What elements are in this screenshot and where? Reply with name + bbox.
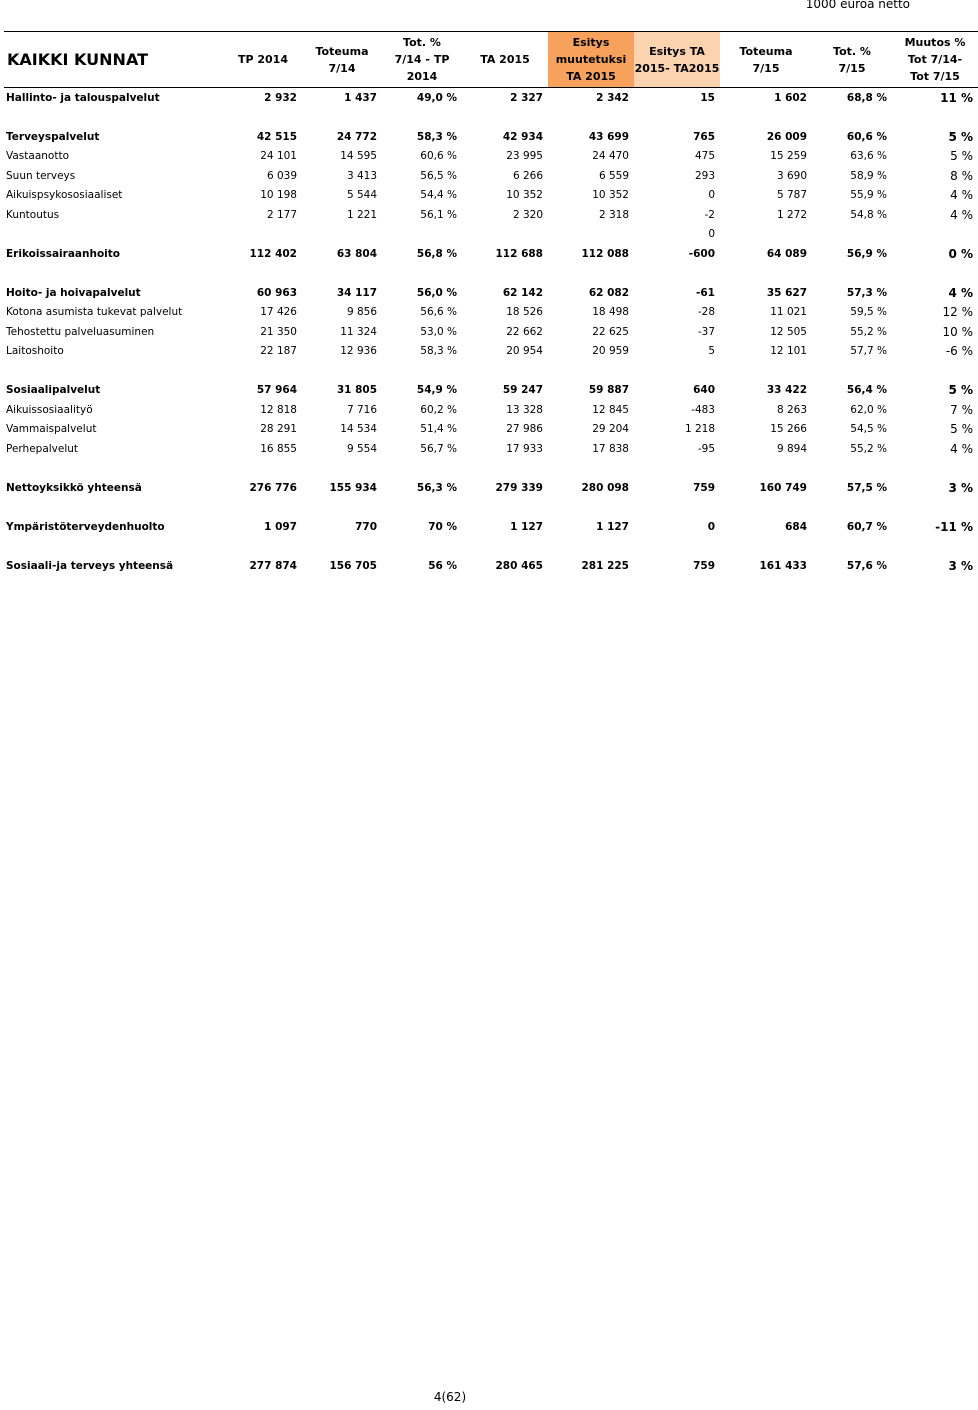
value-cell: 2 318: [598, 208, 629, 221]
value-cell: 57,7 %: [850, 345, 887, 358]
value-cell: 5 %: [950, 149, 973, 164]
value-cell: 279 339: [495, 481, 543, 494]
value-cell: 1 097: [264, 520, 297, 533]
col-header: [812, 32, 892, 88]
value-cell: 58,3 %: [416, 130, 457, 143]
value-cell: 0: [708, 189, 715, 202]
value-cell: 35 627: [766, 286, 807, 299]
value-cell: 56,7 %: [420, 442, 457, 455]
value-cell: 24 772: [336, 130, 377, 143]
col-header-text: Toteuma 7/15: [739, 44, 793, 75]
value-cell: 33 422: [766, 384, 807, 397]
value-cell: 43 699: [588, 130, 629, 143]
value-cell: 6 559: [598, 169, 629, 182]
value-cell: 56,6 %: [420, 306, 457, 319]
col-header-text: Esitys TA 2015- TA2015: [634, 44, 720, 75]
value-cell: 160 749: [759, 481, 807, 494]
spacer-cell: [4, 537, 978, 557]
value-cell: [892, 225, 978, 245]
value-cell: 1 437: [344, 91, 377, 104]
value-cell: 34 117: [336, 286, 377, 299]
value-cell: 1 127: [596, 520, 629, 533]
value-cell: 56,9 %: [846, 247, 887, 260]
value-cell: 56,3 %: [416, 481, 457, 494]
spacer-cell: [4, 361, 978, 381]
value-cell: 28 291: [260, 423, 297, 436]
row-label: Laitoshoito: [6, 345, 64, 358]
value-cell: [462, 225, 548, 245]
value-cell: 161 433: [759, 559, 807, 572]
value-cell: 42 934: [502, 130, 543, 143]
value-cell: 277 874: [249, 559, 297, 572]
value-cell: 3 690: [776, 169, 807, 182]
value-cell: 9 554: [346, 442, 377, 455]
row-label: Tehostettu palveluasuminen: [6, 325, 155, 338]
value-cell: 57,5 %: [846, 481, 887, 494]
value-cell: 54,9 %: [416, 384, 457, 397]
value-cell: 11 021: [770, 306, 807, 319]
value-cell: 15: [700, 91, 715, 104]
table-row: [4, 381, 978, 401]
value-cell: 51,4 %: [420, 423, 457, 436]
value-cell: 68,8 %: [846, 91, 887, 104]
value-cell: 26 009: [766, 130, 807, 143]
table-row: [4, 244, 978, 264]
value-cell: -6 %: [945, 344, 973, 359]
value-cell: 18 498: [592, 306, 629, 319]
value-cell: [302, 225, 382, 245]
table-row: [4, 303, 978, 323]
table-row: [4, 322, 978, 342]
value-cell: 24 470: [592, 150, 629, 163]
value-cell: 280 098: [581, 481, 629, 494]
value-cell: 62 082: [588, 286, 629, 299]
value-cell: [224, 225, 302, 245]
col-header-text: Tot. % 7/15: [833, 44, 871, 75]
header-row: [4, 32, 978, 88]
value-cell: 16 855: [260, 442, 297, 455]
value-cell: 276 776: [249, 481, 297, 494]
value-cell: 1 127: [510, 520, 543, 533]
table-row: [4, 439, 978, 459]
value-cell: 54,4 %: [420, 189, 457, 202]
col-header-text: Toteuma 7/14: [315, 44, 369, 75]
table-row: [4, 478, 978, 498]
table-row: [4, 420, 978, 440]
value-cell: 11 %: [940, 90, 973, 105]
col-header-text: Tot. % 7/14 - TP 2014: [394, 36, 450, 83]
value-cell: -37: [697, 325, 715, 338]
row-label: Erikoissairaanhoito: [6, 247, 120, 260]
value-cell: 684: [785, 520, 807, 533]
value-cell: [720, 225, 812, 245]
spacer-row: [4, 361, 978, 381]
table-row: [4, 186, 978, 206]
value-cell: 54,5 %: [850, 423, 887, 436]
budget-table: [4, 31, 978, 576]
value-cell: -61: [696, 286, 715, 299]
row-label: Vammaispalvelut: [6, 423, 97, 436]
value-cell: 3 413: [346, 169, 377, 182]
value-cell: 64 089: [766, 247, 807, 260]
value-cell: 5 787: [776, 189, 807, 202]
value-cell: 112 402: [249, 247, 297, 260]
table-row: [4, 283, 978, 303]
spacer-row: [4, 264, 978, 284]
table-row: [4, 225, 978, 245]
value-cell: 2 342: [596, 91, 629, 104]
value-cell: 57,6 %: [846, 559, 887, 572]
value-cell: 10 352: [506, 189, 543, 202]
table-row: [4, 147, 978, 167]
row-label: Hoito- ja hoivapalvelut: [6, 286, 141, 299]
value-cell: -11 %: [935, 519, 973, 534]
value-cell: -28: [697, 306, 715, 319]
value-cell: 155 934: [329, 481, 377, 494]
table-row: [4, 517, 978, 537]
value-cell: 10 198: [260, 189, 297, 202]
value-cell: 1 602: [774, 91, 807, 104]
row-label: Terveyspalvelut: [6, 130, 100, 143]
value-cell: 23 995: [506, 150, 543, 163]
table-row: [4, 88, 978, 108]
table-row: [4, 400, 978, 420]
spacer-cell: [4, 264, 978, 284]
col-header: [382, 32, 462, 88]
spacer-row: [4, 537, 978, 557]
page-number: 4(62): [433, 1390, 467, 1404]
table-row: [4, 205, 978, 225]
value-cell: 13 328: [506, 403, 543, 416]
col-header-text: TA 2015: [480, 53, 530, 66]
value-cell: 12 505: [770, 325, 807, 338]
value-cell: -95: [697, 442, 715, 455]
row-label: Hallinto- ja talouspalvelut: [6, 91, 160, 104]
value-cell: 22 662: [506, 325, 543, 338]
value-cell: 10 352: [592, 189, 629, 202]
value-cell: 156 705: [329, 559, 377, 572]
unit-label: 1000 euroa netto: [805, 0, 910, 11]
value-cell: 21 350: [260, 325, 297, 338]
value-cell: 15 259: [770, 150, 807, 163]
value-cell: 56,5 %: [420, 169, 457, 182]
row-label: Suun terveys: [6, 169, 76, 182]
value-cell: 58,3 %: [420, 345, 457, 358]
value-cell: 22 625: [592, 325, 629, 338]
value-cell: 60,7 %: [846, 520, 887, 533]
value-cell: 759: [693, 481, 715, 494]
value-cell: 9 856: [346, 306, 377, 319]
value-cell: 49,0 %: [416, 91, 457, 104]
value-cell: 18 526: [506, 306, 543, 319]
value-cell: 29 204: [592, 423, 629, 436]
value-cell: 293: [694, 169, 715, 182]
row-label: Sosiaali-ja terveys yhteensä: [6, 559, 174, 572]
value-cell: 57 964: [256, 384, 297, 397]
row-label: Kuntoutus: [6, 208, 60, 221]
col-header: [462, 32, 548, 88]
table-row: [4, 342, 978, 362]
value-cell: 1 221: [346, 208, 377, 221]
value-cell: -600: [688, 247, 715, 260]
col-header-highlight: [548, 32, 634, 88]
value-cell: 10 %: [942, 324, 973, 339]
value-cell: 475: [694, 150, 715, 163]
spacer-cell: [4, 459, 978, 479]
value-cell: 6 039: [266, 169, 297, 182]
value-cell: 60,6 %: [846, 130, 887, 143]
row-label: Ympäristöterveydenhuolto: [6, 520, 165, 533]
value-cell: -2: [704, 208, 715, 221]
value-cell: 1 272: [776, 208, 807, 221]
value-cell: 2 932: [264, 91, 297, 104]
value-cell: 59,5 %: [850, 306, 887, 319]
value-cell: 770: [355, 520, 377, 533]
value-cell: 27 986: [506, 423, 543, 436]
value-cell: 59 887: [588, 384, 629, 397]
value-cell: 0: [707, 520, 715, 533]
spacer-row: [4, 498, 978, 518]
value-cell: 20 959: [592, 345, 629, 358]
value-cell: 281 225: [581, 559, 629, 572]
value-cell: 14 595: [340, 150, 377, 163]
value-cell: 12 845: [592, 403, 629, 416]
value-cell: 11 324: [340, 325, 377, 338]
value-cell: 70 %: [428, 520, 457, 533]
table-title: KAIKKI KUNNAT: [7, 50, 148, 69]
row-label: Perhepalvelut: [6, 442, 79, 455]
value-cell: 4 %: [950, 188, 973, 203]
value-cell: 112 088: [581, 247, 629, 260]
value-cell: 5 544: [346, 189, 377, 202]
row-label: Sosiaalipalvelut: [6, 384, 101, 397]
col-header-text: TP 2014: [237, 53, 288, 66]
col-header: [224, 32, 302, 88]
value-cell: 12 %: [942, 305, 973, 320]
value-cell: 55,2 %: [850, 442, 887, 455]
value-cell: 0: [708, 228, 715, 241]
row-label: Vastaanotto: [6, 150, 69, 163]
value-cell: 7 %: [950, 402, 973, 417]
value-cell: 57,3 %: [846, 286, 887, 299]
value-cell: 765: [693, 130, 715, 143]
value-cell: 640: [693, 384, 715, 397]
col-header-text: Muutos % Tot 7/14- Tot 7/15: [904, 36, 966, 83]
col-header: [302, 32, 382, 88]
spacer-row: [4, 459, 978, 479]
spacer-row: [4, 108, 978, 128]
value-cell: [382, 225, 462, 245]
value-cell: 17 426: [260, 306, 297, 319]
row-label: Aikuissosiaalityö: [6, 403, 93, 416]
value-cell: 56,0 %: [416, 286, 457, 299]
table-row: [4, 127, 978, 147]
value-cell: 12 101: [770, 345, 807, 358]
value-cell: 56 %: [428, 559, 457, 572]
value-cell: 2 327: [510, 91, 543, 104]
value-cell: 55,2 %: [850, 325, 887, 338]
value-cell: 759: [693, 559, 715, 572]
value-cell: 55,9 %: [850, 189, 887, 202]
col-header: [892, 32, 978, 88]
value-cell: 31 805: [336, 384, 377, 397]
value-cell: 6 266: [512, 169, 543, 182]
value-cell: 22 187: [260, 345, 297, 358]
value-cell: 2 177: [266, 208, 297, 221]
value-cell: 12 818: [260, 403, 297, 416]
value-cell: 58,9 %: [850, 169, 887, 182]
value-cell: 63 804: [336, 247, 377, 260]
spacer-cell: [4, 498, 978, 518]
value-cell: 17 933: [506, 442, 543, 455]
value-cell: 7 716: [346, 403, 377, 416]
value-cell: [812, 225, 892, 245]
value-cell: 60,2 %: [420, 403, 457, 416]
col-header-highlight: [634, 32, 720, 88]
value-cell: 20 954: [506, 345, 543, 358]
value-cell: 54,8 %: [850, 208, 887, 221]
table-row: [4, 166, 978, 186]
value-cell: -483: [691, 403, 715, 416]
spacer-cell: [4, 108, 978, 128]
value-cell: 5 %: [948, 383, 973, 398]
value-cell: 59 247: [502, 384, 543, 397]
value-cell: 60 963: [256, 286, 297, 299]
col-header: [720, 32, 812, 88]
value-cell: 24 101: [260, 150, 297, 163]
value-cell: [548, 225, 634, 245]
value-cell: 9 894: [776, 442, 807, 455]
value-cell: 56,8 %: [416, 247, 457, 260]
value-cell: 56,4 %: [846, 384, 887, 397]
value-cell: 5: [708, 345, 715, 358]
table-row: [4, 556, 978, 576]
value-cell: 2 320: [512, 208, 543, 221]
value-cell: 4 %: [948, 285, 973, 300]
value-cell: 17 838: [592, 442, 629, 455]
value-cell: 12 936: [340, 345, 377, 358]
value-cell: 14 534: [340, 423, 377, 436]
value-cell: 63,6 %: [850, 150, 887, 163]
value-cell: 280 465: [495, 559, 543, 572]
value-cell: 1 218: [684, 423, 715, 436]
value-cell: 0 %: [948, 246, 973, 261]
row-label: [4, 225, 224, 245]
value-cell: 4 %: [950, 441, 973, 456]
value-cell: 4 %: [950, 207, 973, 222]
value-cell: 62 142: [502, 286, 543, 299]
value-cell: 3 %: [948, 558, 973, 573]
value-cell: 5 %: [950, 422, 973, 437]
value-cell: 15 266: [770, 423, 807, 436]
value-cell: 56,1 %: [420, 208, 457, 221]
value-cell: 3 %: [948, 480, 973, 495]
value-cell: 8 %: [950, 168, 973, 183]
table-body: [4, 88, 978, 576]
row-label: Aikuispsykososiaaliset: [6, 189, 123, 202]
value-cell: 42 515: [256, 130, 297, 143]
value-cell: 62,0 %: [850, 403, 887, 416]
row-label: Kotona asumista tukevat palvelut: [6, 306, 183, 319]
value-cell: 53,0 %: [420, 325, 457, 338]
value-cell: 112 688: [495, 247, 543, 260]
col-header-text: Esitys muutetuksi TA 2015: [555, 36, 627, 83]
value-cell: 8 263: [776, 403, 807, 416]
value-cell: 5 %: [948, 129, 973, 144]
value-cell: 60,6 %: [420, 150, 457, 163]
row-label: Nettoyksikkö yhteensä: [6, 481, 142, 494]
